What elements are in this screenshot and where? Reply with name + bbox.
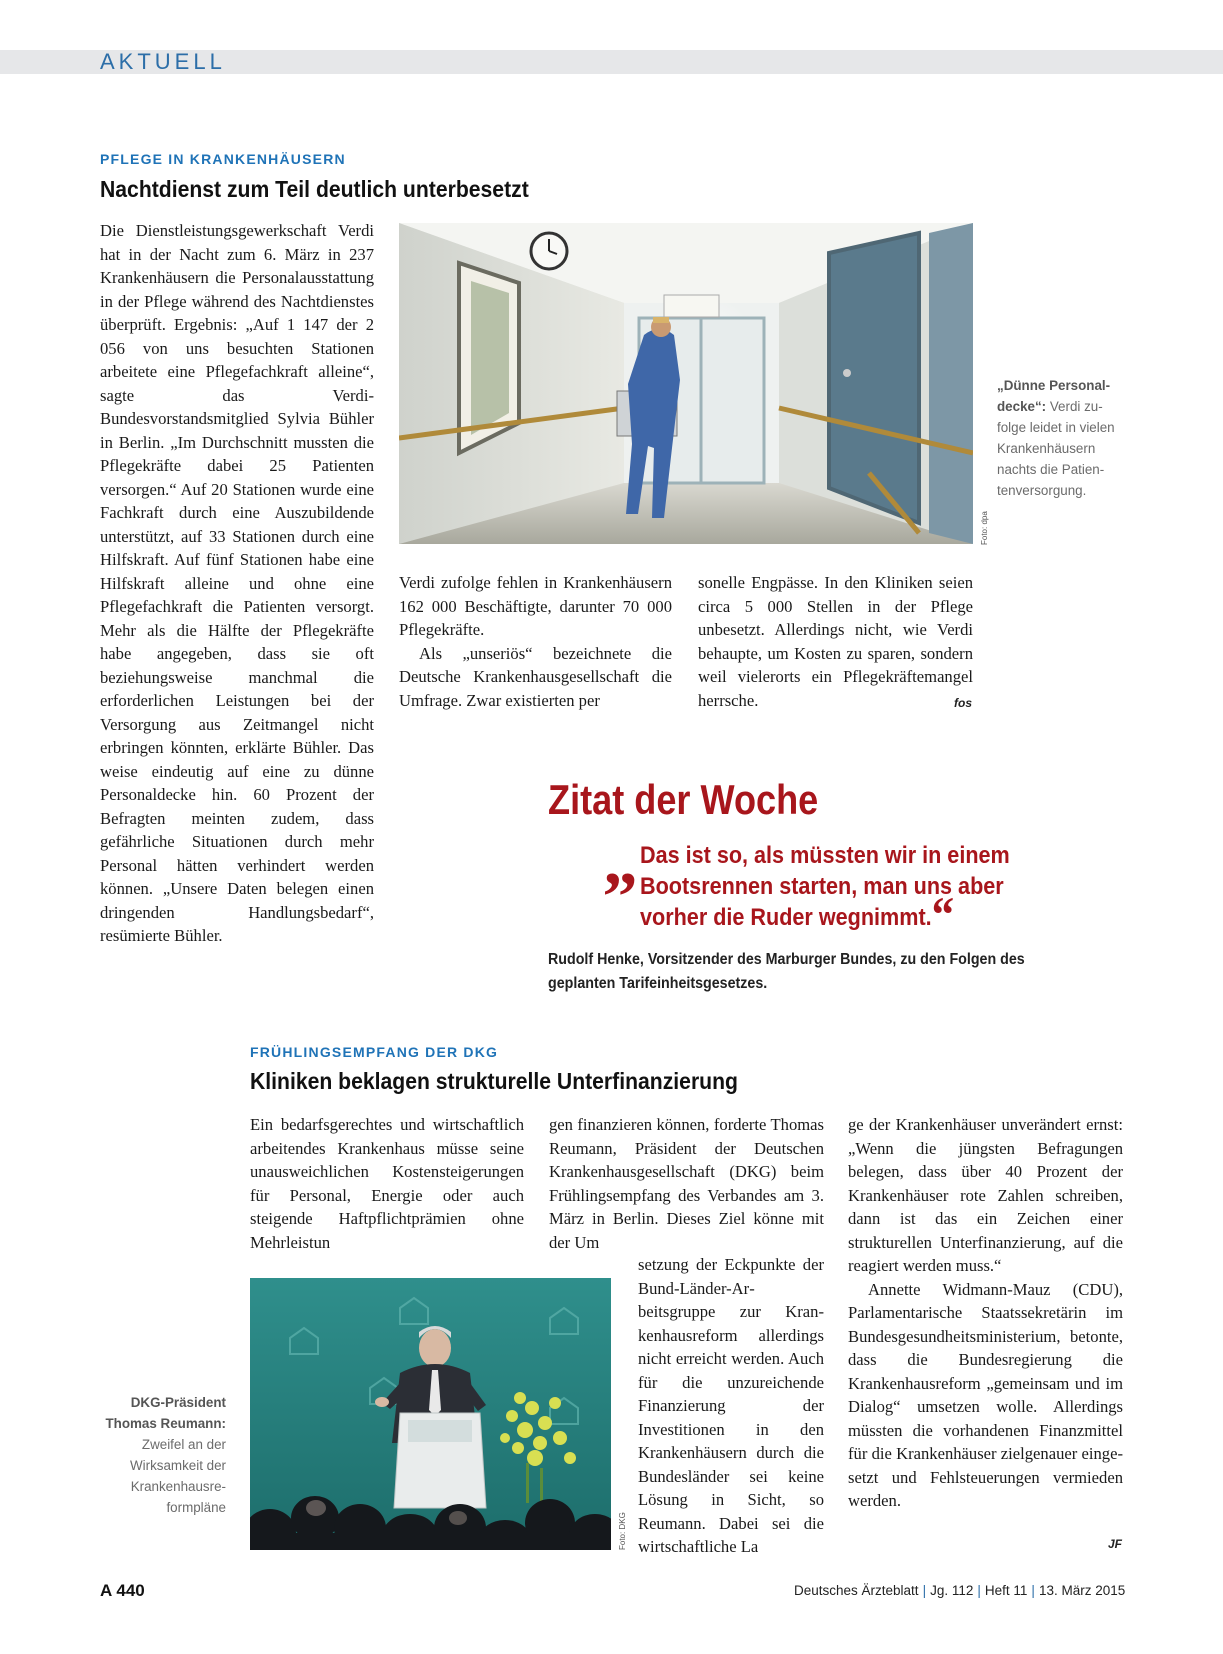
article1-column-3 bbox=[698, 571, 973, 712]
article1-kicker: PFLEGE IN KRANKENHÄUSERN bbox=[100, 151, 346, 167]
article1-caption-text: Verdi zufolge leidet in vielen Krankenhäusern nachts die Patientenversorgung. bbox=[997, 399, 1115, 498]
journal-footer bbox=[794, 1583, 1125, 1598]
quote-close-mark: “ bbox=[931, 886, 955, 942]
journal-name: Deutsches Ärzteblatt bbox=[794, 1583, 919, 1598]
hospital-corridor-photo bbox=[399, 223, 973, 544]
article1-photo-caption bbox=[997, 375, 1125, 501]
article1-caption-bold: „Dünne Personaldecke“: bbox=[997, 378, 1111, 414]
article2-signature: JF bbox=[1108, 1537, 1123, 1551]
article2-paragraph: setzung der Eckpunkte der Bund-Länder-Arbeitsgruppe zur Krankenhausreform allerdings nicht erreicht werden. Auch für die unzureichende Finanzierung der Investitionen in den Krankenhäusern durch die Bundesländer sei keine Lösung in Sicht, so Reumann. Dabei sei die wirtschaftliche La bbox=[638, 1255, 824, 1556]
journal-issue: Heft 11 bbox=[984, 1583, 1028, 1598]
article1-photo-credit: Foto: dpa bbox=[980, 511, 989, 545]
article2-kicker: FRÜHLINGSEMPFANG DER DKG bbox=[250, 1044, 499, 1060]
quote-attribution: Rudolf Henke, Vorsitzender des Marburger Bundes, zu den Folgen des geplanten Tarifeinheitsgesetzes. bbox=[548, 951, 1025, 992]
article2-caption-bold: DKG-Präsident Thomas Reumann: bbox=[105, 1395, 226, 1431]
article2-paragraph: Ein bedarfsgerechtes und wirtschaftlich arbeitendes Krankenhaus müsse seine unausweichlichen Kostensteigerungen für Personal, Energie oder auch steigende Haftpflichtprämien ohne Mehrleistun bbox=[250, 1115, 524, 1252]
article1-paragraph: Die Dienstleistungsgewerkschaft Verdi hat in der Nacht zum 6. März in 237 Krankenhäusern die Personalausstattung in der Pflege während des Nachtdienstes überprüft. Ergebnis: „Auf 1 147 der 2 056 von uns besuchten Stationen arbeitete eine Pflegefachkraft alleine“, sagte das Verdi-Bundesvorstandsmitglied Sylvia Bühler in Berlin. „Im Durchschnitt mussten die Pflegekräfte dabei 25 Patienten versorgen.“ Auf 20 Stationen wurde eine Fachkraft durch eine Auszubildende unterstützt, auf 33 Stationen durch eine Hilfskraft. Auf fünf Stationen habe eine Hilfskraft alleine und ohne eine Pflegefachkraft die Patienten versorgt. Mehr als die Hälfte der Pflegekräfte habe angegeben, dass sie oft beziehungsweise manchmal die erforderlichen Leistungen bei der Versorgung aus Zeitmangel nicht erbringen könnten, erklärte Bühler. Das weise eindeutig auf eine zu dünne Personaldecke hin. 60 Prozent der Befragten meinten zudem, dass gefährliche Situationen durch mehr Personal hätten verhindert werden können. „Unsere Daten belegen einen dringenden Handlungsbedarf“, resümierte Bühler. bbox=[100, 221, 374, 945]
article1-paragraph: Verdi zufolge fehlen in Krankenhäusern 162 000 Beschäftigte, darunter 70 000 Pflegekräfte. bbox=[399, 573, 672, 639]
section-label: AKTUELL bbox=[100, 49, 226, 74]
journal-date: 13. März 2015 bbox=[1038, 1583, 1126, 1598]
article1-column-1 bbox=[100, 219, 374, 948]
article1-paragraph: Als „unseriös“ bezeichnete die Deutsche Krankenhausgesellschaft die Umfrage. Zwar existierten per bbox=[399, 643, 672, 710]
article2-headline: Kliniken beklagen strukturelle Unterfinanzierung bbox=[250, 1068, 738, 1094]
article1-column-2 bbox=[399, 571, 672, 712]
article2-column-2-bottom bbox=[638, 1253, 824, 1559]
article2-column-1 bbox=[250, 1113, 524, 1254]
article2-caption-text: Zweifel an der Wirksamkeit der Krankenhausreformpläne bbox=[130, 1437, 226, 1515]
article2-paragraph: Annette Widmann-Mauz (CDU), Parlamentarische Staatssekretärin im Bundesgesundheitsministerium, betonte, dass die Bundesregierung die Krankenhausreform „gemeinsam und im Dialog“ umsetzen wolle. Allerdings müssten die vorhandenen Finanzmittel für die Krankenhäuser zielgenauer eingesetzt und Fehlsteuerungen vermieden werden. bbox=[848, 1279, 1123, 1510]
article1-headline: Nachtdienst zum Teil deutlich unterbesetzt bbox=[100, 176, 529, 202]
article2-photo-credit: Foto: DKG bbox=[618, 1512, 627, 1550]
footer-separator: | bbox=[977, 1583, 981, 1598]
quote-open-mark: „ bbox=[603, 823, 638, 900]
article2-column-3 bbox=[848, 1113, 1123, 1513]
footer-separator: | bbox=[922, 1583, 927, 1598]
footer-separator: | bbox=[1031, 1583, 1035, 1598]
page-number bbox=[100, 1581, 145, 1601]
quote-text bbox=[640, 840, 1036, 942]
dkg-reception-photo bbox=[250, 1278, 611, 1550]
article1-paragraph: sonelle Engpässe. In den Kliniken seien circa 5 000 Stellen in der Pflege unbesetzt. Allerdings nicht, wie Verdi behaupte, um Kosten zu sparen, sondern weil vielerorts ein Pflegekräftemangel herrsche. bbox=[698, 573, 973, 710]
page-number-text: A 440 bbox=[100, 1581, 145, 1600]
article1-signature: fos bbox=[954, 696, 972, 710]
article2-paragraph: gen finanzieren können, forderte Thomas Reumann, Präsident der Deutschen Krankenhausgesellschaft (DKG) beim Frühlingsempfang des Verbandes am 3. März in Berlin. Dieses Ziel könne mit der Um bbox=[549, 1115, 824, 1252]
journal-volume: Jg. 112 bbox=[930, 1583, 974, 1598]
article2-column-2-top bbox=[549, 1113, 824, 1254]
quote-body: Das ist so, als müssten wir in einem Bootsrennen starten, man uns aber vorher die Ruder wegnimmt. bbox=[640, 842, 1010, 931]
article2-paragraph: ge der Krankenhäuser unverändert ernst: „Wenn die jüngsten Befragungen belegen, dass über 40 Prozent der Krankenhäuser rote Zahlen schreiben, dann ist das ein Zeichen einer strukturellen Unterfinanzierung, auf die reagiert werden muss.“ bbox=[848, 1115, 1123, 1275]
quote-title: Zitat der Woche bbox=[548, 776, 819, 823]
article2-photo-caption bbox=[96, 1392, 226, 1518]
